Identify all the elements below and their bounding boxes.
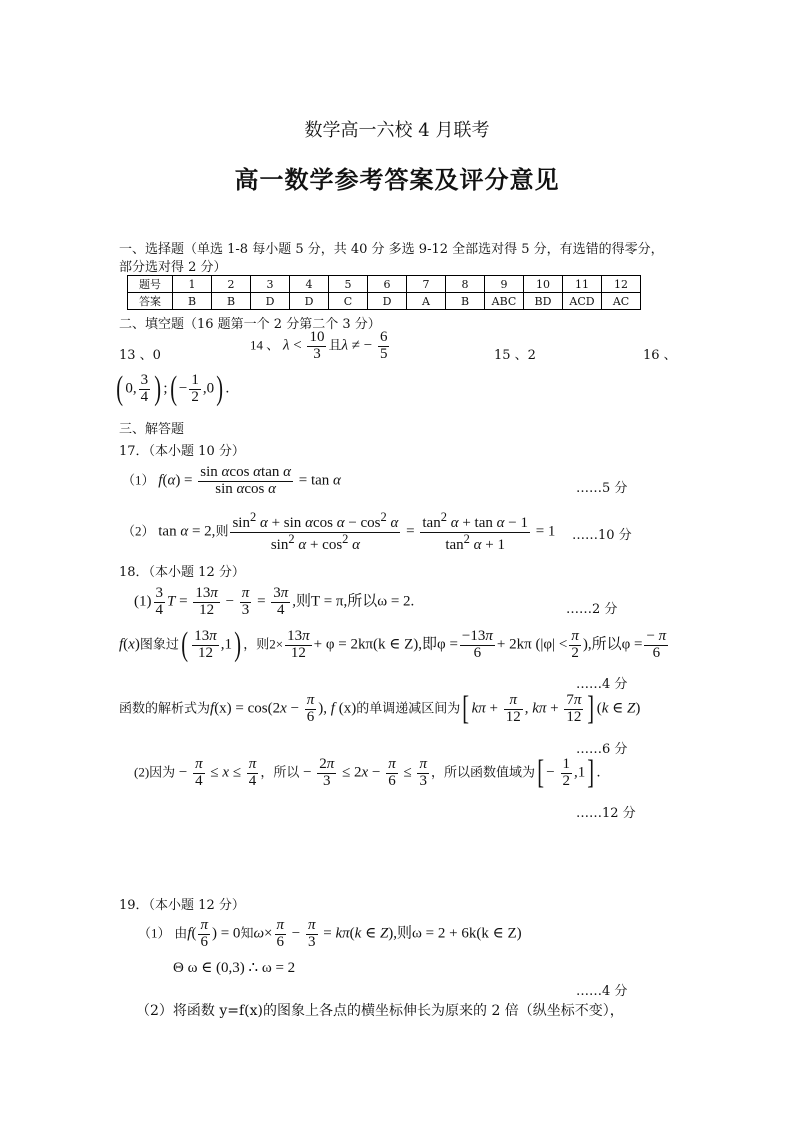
answer-cell: B [212,293,251,310]
answer-row [128,293,641,310]
section1-heading-line1: 一、选择题（单选 1-8 每小题 5 分，共 40 分 多选 9-12 全部选对得 5 分，有选错的得零分， [119,242,664,257]
q17-part1: （1） f(α) = $\frac{\text{sin αcos αtan α}}{\text{sin αcos α}}$ = tan α [122,464,341,497]
q17-part1-label: （1） [122,472,155,488]
question-number: 4 [290,276,329,293]
q18-line2-score: ……4 分 [576,677,628,692]
question-number: 5 [329,276,368,293]
q18-part1-text: ,则T = π,所以ω = 2. [292,593,415,610]
q17-part2-score: ……10 分 [572,528,632,543]
q19-part1-b: 知 [240,925,254,941]
question-number: 9 [485,276,524,293]
answer-cell: B [446,293,485,310]
q17-heading: 17．（本小题 10 分） [119,444,245,459]
question-number: 12 [602,276,641,293]
row-label-answer: 答案 [128,293,173,310]
then-word: 则 [215,523,229,539]
answer-table [127,275,641,310]
answer-16: ( 0, $\frac{3}{4}$ ) ;( − $\frac{1}{2}$ ,0) . [116,370,230,407]
q19-part1-score: ……4 分 [576,984,628,999]
question-number: 8 [446,276,485,293]
q19-part1: （1） 由f( $\frac{\pi}{6}$ ) = 0知ω× $\frac{\pi}{6}$ − $\frac{\pi}{3}$ = kπ(k ∈ Z),则ω = 2 + 6k(k ∈ Z) [138,917,522,950]
answer-cell: ABC [485,293,524,310]
answer-cell: ACD [563,293,602,310]
q18-line2-e: ),所以φ = [582,636,643,653]
answer-14-label: 14 、 [250,337,280,353]
q18-line2-b: ，则2× [243,636,284,652]
q17-part2: （2） tan α = 2,则 $\frac{\sin^2 \alpha + \sin \alpha\cos \alpha - \cos^2 \alpha}{\sin^2 \alpha + \cos^2 \alpha}$ = $\frac{\tan^2 \alpha + \tan \alpha - 1}{\tan^2 \alpha + 1}$ = 1 [122,510,556,553]
q17-part2-label: （2） [122,523,155,539]
answer-13: 13 、0 [119,348,161,363]
q18-part1: (1) $\frac{3}{4}$ T = $\frac{13\pi}{12}$ − $\frac{\pi}{3}$ = $\frac{3\pi}{4}$ ,则T = π,所以ω = 2. [134,585,415,618]
question-number: 7 [407,276,446,293]
q19-part1-line2: Θ ω ∈ (0,3) ∴ ω = 2 [173,960,296,976]
section2-heading: 二、填空题（16 题第一个 2 分第二个 3 分） [119,317,381,332]
question-number: 1 [173,276,212,293]
answer-14: 14 、 λ < $\frac{10}{3}$ 且λ ≠ − $\frac{6}{5}$ [250,329,388,362]
q18-line2: f(x)图象过( $\frac{13\pi}{12}$ ,1) ，则2× $\frac{13\pi}{12}$ + φ = 2kπ(k ∈ Z),即φ = $\frac{-13\pi}{6}$ + 2kπ (|φ| < $\frac{\pi}{2}$ ),所以φ = $\frac{- \pi}{6}$ [119,626,667,663]
answer-cell: A [407,293,446,310]
question-number: 11 [563,276,602,293]
q18-part2-label: (2)因为 [134,764,176,780]
answer-cell: D [368,293,407,310]
q19-part2: （2）将函数 y=f(x)的图象上各点的横坐标伸长为原来的 2 倍（纵坐标不变）， [136,1003,624,1019]
and-word: 且 [328,337,342,353]
q18-heading: 18．（本小题 12 分） [119,565,245,580]
answer-15: 15 、2 [494,348,536,363]
question-number: 10 [524,276,563,293]
q19-part1-c: 则ω = 2 + 6k(k ∈ Z) [397,925,522,942]
question-number: 6 [368,276,407,293]
q18-part1-score: ……2 分 [566,602,618,617]
q17-part1-score: ……5 分 [576,481,628,496]
q18-part2-end: ，所以函数值域为 [430,764,535,780]
answer-16-label: 16 、 [643,348,677,363]
q18-line2-c: + φ = 2kπ(k ∈ Z),即φ = [313,636,458,653]
section3-heading: 三、解答题 [119,422,185,437]
answer-cell: C [329,293,368,310]
q19-part1-a: 由 [174,925,188,941]
q18-line2-d: + 2kπ (|φ| < [496,636,568,653]
question-number: 2 [212,276,251,293]
row-label-question: 题号 [128,276,173,293]
q18-line2-a: 图象过 [139,636,179,652]
answer-cell: AC [602,293,641,310]
answer-cell: D [290,293,329,310]
q19-part1-label: （1） [138,925,171,941]
page-title: 高一数学参考答案及评分意见 [234,165,560,194]
q18-line3-score: ……6 分 [576,742,628,757]
answer-cell: D [251,293,290,310]
q18-line3-b: 的单调递减区间为 [356,700,461,716]
answer-cell: B [173,293,212,310]
q18-part2-score: ……12 分 [576,806,636,821]
q18-part2-mid: ，所以 [260,764,300,780]
exam-subtitle: 数学高一六校 4 月联考 [304,120,490,141]
q18-part1-label: (1) [134,593,152,610]
question-number-row [128,276,641,293]
answer-cell: BD [524,293,563,310]
section1-heading-line2: 部分选对得 2 分） [119,260,227,275]
q18-part2: (2)因为 − $\frac{\pi}{4}$ ≤ x ≤ $\frac{\pi}{4}$ ，所以 − $\frac{2\pi}{3}$ ≤ 2x − $\frac{\pi}{6}$ ≤ $\frac{\pi}{3}$ ，所以函数值域为[ − $\frac{1}{2}$ ,1] . [134,754,601,791]
q18-line3-a: 函数的解析式为 [119,700,211,716]
q18-line3: 函数的解析式为f(x) = cos(2x − $\frac{\pi}{6}$ ), f (x)的单调递减区间为[ kπ + $\frac{\pi}{12}$ , kπ + $\frac{7\pi}{12}$ ] (k ∈ Z) [119,690,641,727]
q19-heading: 19．（本小题 12 分） [119,898,245,913]
question-number: 3 [251,276,290,293]
